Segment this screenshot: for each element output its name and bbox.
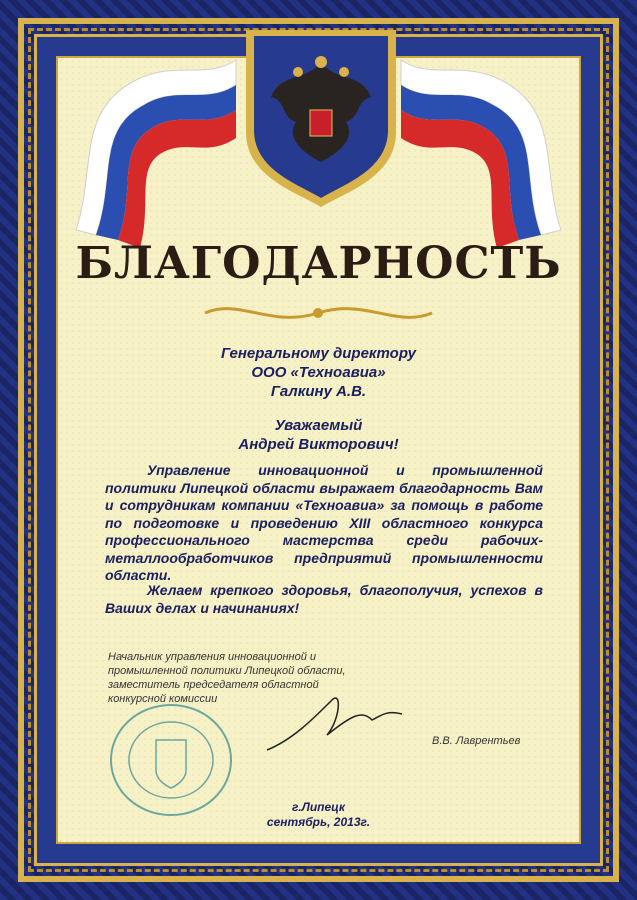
greeting-line1: Уважаемый (274, 417, 363, 434)
signatory-position: Начальник управления инновационной и промышленной политики Липецкой области, заместитель председателя областной конкурсной комиссии (108, 651, 346, 705)
footer-date: сентябрь, 2013г. (266, 815, 371, 829)
certificate-title: БЛАГОДАРНОСТЬ (75, 238, 562, 289)
signatory-name: В.В. Лаврентьев (432, 735, 521, 747)
body-paragraph-1: Управление инновационной и промышленной политики Липецкой области выражает благодарность Вам и сотрудникам компании «Техноавиа» за помощь в работе по подготовке и проведению XIII областного конкурса профессионального мастерства среди рабочих-металлообработчиков предприятий промышленности области. (105, 462, 543, 583)
recipient-line3: Галкину А.В. (270, 383, 367, 400)
body-paragraph-2: Желаем крепкого здоровья, благополучия, успехов в Ваших делах и начинаниях! (105, 582, 543, 616)
recipient-line2: ООО «Техноавиа» (251, 364, 386, 381)
footer-city: г.Липецк (292, 800, 345, 814)
recipient-line1: Генеральному директору (221, 345, 416, 362)
handwritten-signature (262, 680, 412, 760)
ornament-divider (200, 298, 437, 328)
greeting-line2: Андрей Викторович! (238, 436, 399, 453)
coat-of-arms-shield (226, 22, 416, 212)
